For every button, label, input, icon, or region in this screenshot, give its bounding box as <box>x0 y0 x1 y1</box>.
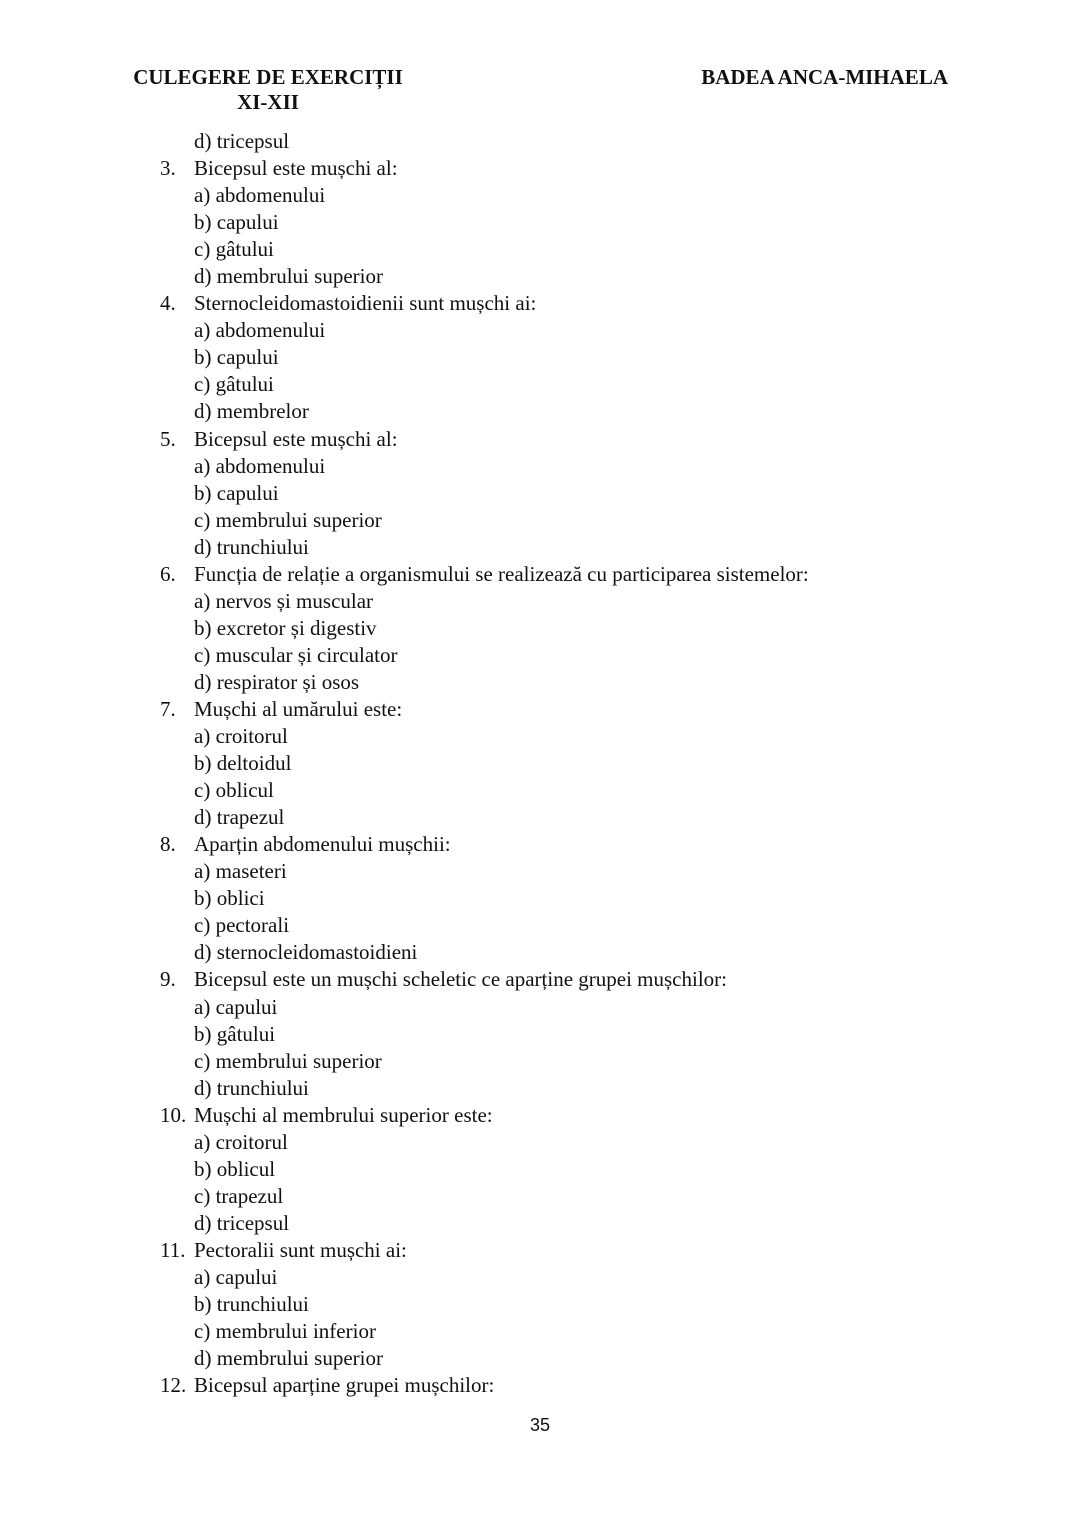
option-line <box>0 317 1080 344</box>
option-text: c) gâtului <box>194 237 274 262</box>
header-book-title <box>129 65 407 115</box>
option-line <box>0 777 1080 804</box>
option-text: c) membrului superior <box>194 507 382 532</box>
option-line <box>0 263 1080 290</box>
option-line <box>0 1075 1080 1102</box>
option-text: b) capului <box>194 480 279 505</box>
option-line <box>0 480 1080 507</box>
page-number: 35 <box>529 1415 551 1435</box>
option-text: c) membrului inferior <box>194 1319 376 1344</box>
option-line <box>0 615 1080 642</box>
option-text: a) abdomenului <box>194 318 326 343</box>
question-number: 11. <box>160 1237 186 1262</box>
question-text: Bicepsul este un mușchi scheletic ce aparține grupei mușchilor: <box>194 967 727 992</box>
option-text: c) pectorali <box>194 913 290 938</box>
question-line <box>0 561 1080 588</box>
option-text: c) oblicul <box>194 778 274 803</box>
option-line <box>0 128 1080 155</box>
question-number: 4. <box>160 291 176 316</box>
question-text: Funcția de relație a organismului se realizează cu participarea sistemelor: <box>194 561 809 586</box>
question-line <box>0 831 1080 858</box>
question-line <box>0 696 1080 723</box>
option-text: a) croitorul <box>194 724 288 749</box>
question-number: 12. <box>160 1373 187 1398</box>
option-text: b) gâtului <box>194 1021 276 1046</box>
question-line <box>0 290 1080 317</box>
option-text: d) respirator și osos <box>194 669 360 694</box>
question-number: 7. <box>160 696 176 721</box>
question-text: Mușchi al membrului superior este: <box>194 1102 493 1127</box>
option-line <box>0 453 1080 480</box>
question-text: Bicepsul aparține grupei mușchilor: <box>194 1373 495 1398</box>
option-line <box>0 1048 1080 1075</box>
option-text: b) capului <box>194 210 279 235</box>
option-line <box>0 885 1080 912</box>
question-line <box>0 426 1080 453</box>
option-line <box>0 750 1080 777</box>
option-line <box>0 994 1080 1021</box>
question-number: 3. <box>160 156 176 181</box>
question-text: Bicepsul este mușchi al: <box>194 426 398 451</box>
option-text: d) membrului superior <box>194 1346 383 1371</box>
question-text: Pectoralii sunt mușchi ai: <box>194 1237 407 1262</box>
option-line <box>0 1156 1080 1183</box>
question-text: Sternocleidomastoidienii sunt mușchi ai: <box>194 291 537 316</box>
question-number: 8. <box>160 832 176 857</box>
question-line <box>0 1372 1080 1399</box>
option-line <box>0 1345 1080 1372</box>
question-text: Bicepsul este mușchi al: <box>194 156 398 181</box>
option-text: a) abdomenului <box>194 183 326 208</box>
option-line <box>0 1183 1080 1210</box>
option-text: d) membrului superior <box>194 264 383 289</box>
option-text: d) trunchiului <box>194 1075 309 1100</box>
option-line <box>0 344 1080 371</box>
option-line <box>0 939 1080 966</box>
question-line <box>0 1237 1080 1264</box>
option-text: b) oblicul <box>194 1156 276 1181</box>
option-text: a) maseteri <box>194 859 287 884</box>
option-line <box>0 1264 1080 1291</box>
option-line <box>0 398 1080 425</box>
question-line <box>0 155 1080 182</box>
option-text: b) trunchiului <box>194 1292 309 1317</box>
option-line <box>0 534 1080 561</box>
option-text: c) trapezul <box>194 1183 284 1208</box>
option-line <box>0 669 1080 696</box>
question-text: Mușchi al umărului este: <box>194 696 403 721</box>
option-text: b) excretor și digestiv <box>194 615 377 640</box>
question-list <box>0 128 1080 1399</box>
option-text: b) capului <box>194 345 279 370</box>
option-line <box>0 371 1080 398</box>
option-text: a) croitorul <box>194 1129 288 1154</box>
option-text: c) membrului superior <box>194 1048 382 1073</box>
option-line <box>0 209 1080 236</box>
question-text: Aparțin abdomenului mușchii: <box>194 832 451 857</box>
header-title-line2: XI-XII <box>237 90 299 114</box>
option-text: b) deltoidul <box>194 751 292 776</box>
option-text: d) tricepsul <box>194 129 290 153</box>
question-number: 10. <box>160 1102 187 1127</box>
option-line <box>0 588 1080 615</box>
option-line <box>0 1021 1080 1048</box>
question-number: 9. <box>160 967 176 992</box>
option-line <box>0 1318 1080 1345</box>
option-text: a) abdomenului <box>194 453 326 478</box>
option-line <box>0 1210 1080 1237</box>
option-text: c) muscular și circulator <box>194 642 398 667</box>
option-text: c) gâtului <box>194 372 274 397</box>
question-number: 6. <box>160 561 176 586</box>
option-line <box>0 642 1080 669</box>
option-text: a) capului <box>194 1264 278 1289</box>
option-text: a) capului <box>194 994 278 1019</box>
option-line <box>0 804 1080 831</box>
option-text: d) tricepsul <box>194 1210 290 1235</box>
header-author: BADEA ANCA-MIHAELA <box>701 65 948 89</box>
option-line <box>0 236 1080 263</box>
option-text: b) oblici <box>194 886 265 911</box>
question-number: 5. <box>160 426 176 451</box>
option-line <box>0 912 1080 939</box>
question-line <box>0 966 1080 993</box>
option-text: d) trapezul <box>194 805 285 830</box>
option-line <box>0 1291 1080 1318</box>
option-text: d) membrelor <box>194 399 309 424</box>
option-line <box>0 858 1080 885</box>
option-text: a) nervos și muscular <box>194 588 374 613</box>
header-title-line1: CULEGERE DE EXERCIȚII <box>133 65 403 89</box>
option-line <box>0 1129 1080 1156</box>
option-text: d) trunchiului <box>194 534 309 559</box>
option-line <box>0 723 1080 750</box>
option-line <box>0 507 1080 534</box>
question-line <box>0 1102 1080 1129</box>
option-text: d) sternocleidomastoidieni <box>194 940 418 965</box>
option-line <box>0 182 1080 209</box>
